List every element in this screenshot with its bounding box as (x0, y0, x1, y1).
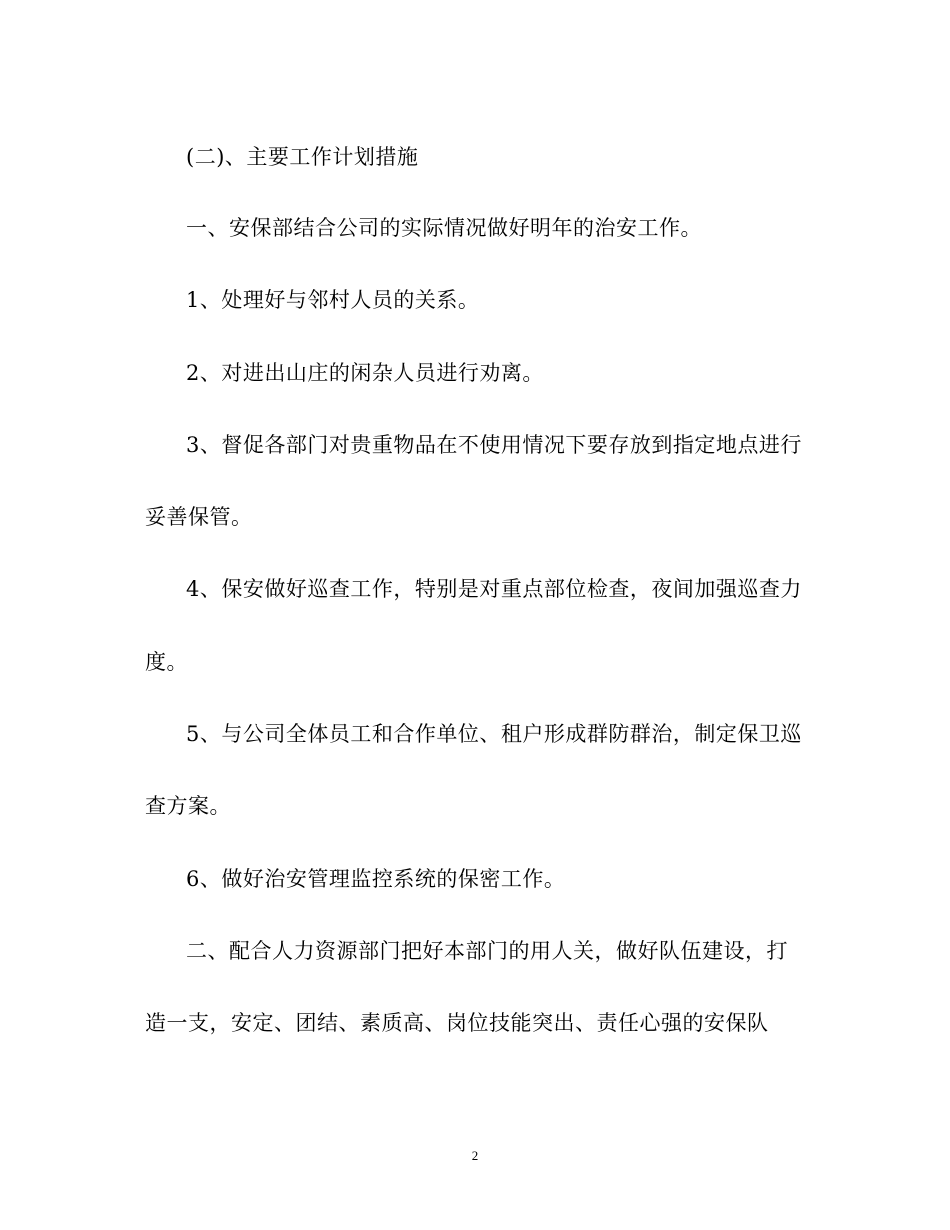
paragraph-line: 1、处理好与邻村人员的关系。 (186, 288, 480, 312)
section-heading: (二)、主要工作计划措施 (186, 145, 419, 169)
paragraph-line: 妥善保管。 (145, 505, 253, 529)
paragraph-line: 造一支，安定、团结、素质高、岗位技能突出、责任心强的安保队 (145, 1011, 769, 1035)
paragraph-line: 4、保安做好巡查工作，特别是对重点部位检查，夜间加强巡查力 (186, 577, 802, 601)
paragraph-line: 5、与公司全体员工和合作单位、租户形成群防群治，制定保卫巡 (186, 722, 802, 746)
paragraph-line: 6、做好治安管理监控系统的保密工作。 (186, 867, 566, 891)
page-number: 2 (471, 1148, 479, 1163)
paragraph-line: 查方案。 (145, 794, 231, 818)
paragraph-line: 度。 (145, 650, 188, 674)
paragraph-line: 2、对进出山庄的闲杂人员进行劝离。 (186, 361, 544, 385)
paragraph-line: 3、督促各部门对贵重物品在不使用情况下要存放到指定地点进行 (186, 433, 802, 457)
paragraph-line: 二、配合人力资源部门把好本部门的用人关，做好队伍建设，打 (186, 939, 788, 963)
paragraph-line: 一、安保部结合公司的实际情况做好明年的治安工作。 (186, 216, 702, 240)
